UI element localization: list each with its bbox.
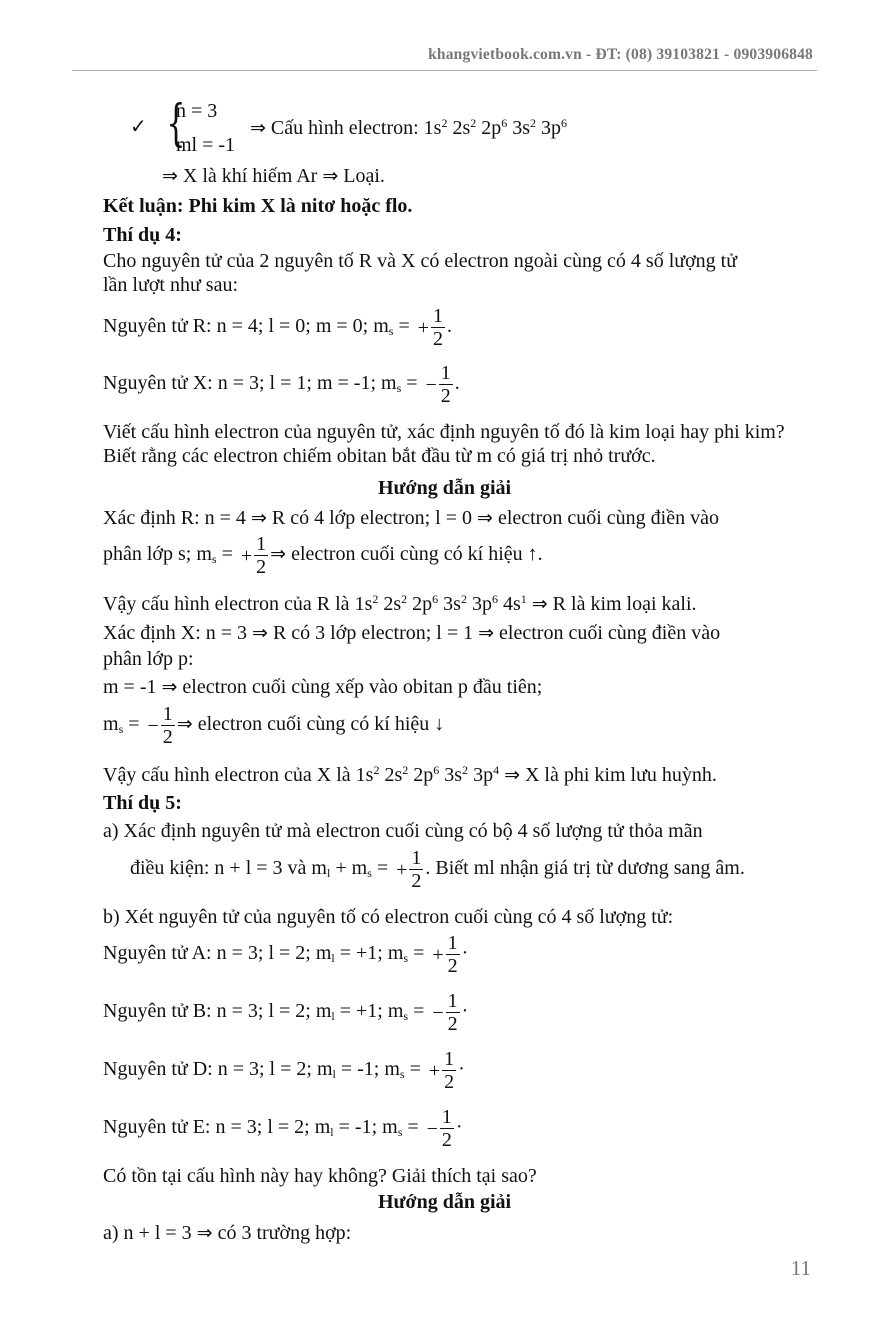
sol4-heading: Hướng dẫn giải bbox=[377, 477, 512, 499]
implies-icon: ⇒ bbox=[477, 507, 493, 529]
sign: − bbox=[425, 373, 437, 396]
implies-icon: ⇒ bbox=[250, 117, 266, 139]
ex4-title: Thí dụ 4: bbox=[103, 224, 182, 246]
atom-a: Nguyên tử A: n = 3; l = 2; $m_l = +1$; $m_s$ = + $\frac{1}{2}$ · bbox=[103, 932, 469, 977]
fraction: $\frac{1}{2}$ bbox=[444, 1048, 455, 1093]
sol4-x-1: Xác định X: n = 3 ⇒ R có 3 lớp electron; l = 1 ⇒ electron cuối cùng điền vào bbox=[103, 622, 721, 644]
sol4-r-3: Vậy cấu hình electron của R là $1s^2$ $2s^2$ $2p^6$ $3s^2$ $3p^6$ $4s^1$ ⇒ R là kim loại kali. bbox=[103, 592, 697, 615]
implies-icon: ⇒ bbox=[176, 713, 193, 736]
ex5-part-a-2: điều kiện: n + l = 3 và $m_l + m_s$ = + $\frac{1}{2}$ . Biết ml nhận giá trị từ dương sang âm. bbox=[130, 847, 745, 892]
sol5-heading: Hướng dẫn giải bbox=[377, 1191, 512, 1213]
brace-symbol: { bbox=[166, 94, 186, 152]
implies-icon: ⇒ bbox=[196, 1222, 213, 1244]
sol4-x-5: Vậy cấu hình electron của X là $1s^2$ $2s^2$ $2p^6$ $3s^2$ $3p^4$ ⇒ X là phi kim lưu huỳnh. bbox=[103, 763, 717, 786]
sign: − bbox=[426, 1117, 438, 1140]
fraction: $\frac{1}{2}$ bbox=[411, 847, 422, 892]
ex4-intro-1: Cho nguyên tử của 2 nguyên tố R và X có electron ngoài cùng có 4 số lượng tử bbox=[103, 250, 738, 272]
ex5-part-b: b) Xét nguyên tử của nguyên tố có electron cuối cùng có 4 số lượng tử: bbox=[103, 906, 674, 928]
sol5-a: a) n + l = 3 ⇒ có 3 trường hợp: bbox=[103, 1222, 352, 1244]
sign: + bbox=[417, 316, 430, 339]
conclusion: Kết luận: Phi kim X là nitơ hoặc flo. bbox=[103, 195, 413, 217]
sign: + bbox=[432, 943, 444, 966]
implies-icon: ⇒ bbox=[478, 622, 495, 644]
ex4-question-1: Viết cấu hình electron của nguyên tử, xác định nguyên tố đó là kim loại hay phi kim? bbox=[103, 421, 785, 443]
implies-icon: ⇒ bbox=[250, 507, 267, 529]
sol4-r-1: Xác định R: n = 4 ⇒ R có 4 lớp electron; l = 0 ⇒ electron cuối cùng điền vào bbox=[103, 507, 719, 529]
header-site: khangvietbook.com.vn - ĐT: (08) 39103821 - 0903906848 bbox=[428, 46, 813, 63]
implies-icon: ⇒ bbox=[322, 165, 339, 187]
ex5-title: Thí dụ 5: bbox=[103, 792, 182, 814]
implies-icon: ⇒ bbox=[252, 622, 268, 644]
sign: + bbox=[240, 544, 253, 567]
implies-icon: ⇒ bbox=[531, 593, 548, 615]
sol4-x-3: m = -1 ⇒ electron cuối cùng xếp vào obitan p đầu tiên; bbox=[103, 676, 543, 698]
implies-icon: ⇒ bbox=[270, 543, 287, 566]
atom-b: Nguyên tử B: n = 3; l = 2; $m_l = +1$; $m_s$ = − $\frac{1}{2}$ · bbox=[103, 990, 469, 1035]
fraction: $\frac{1}{2}$ bbox=[447, 932, 458, 977]
sol4-x-4: $m_s$ = − $\frac{1}{2}$ ⇒ electron cuối cùng có kí hiệu ↓ bbox=[103, 703, 445, 748]
config-line: ⇒ Cấu hình electron: $1s^2$ $2s^2$ $2p^6$ $3s^2$ $3p^6$ bbox=[250, 116, 568, 139]
argon-line: ⇒ X là khí hiếm Ar ⇒ Loại. bbox=[162, 165, 385, 187]
sign: − bbox=[147, 714, 159, 737]
implies-icon: ⇒ bbox=[504, 764, 520, 786]
header-rule bbox=[72, 70, 817, 71]
ex4-question-2: Biết rằng các electron chiếm obitan bắt đầu từ m có giá trị nhỏ trước. bbox=[103, 445, 656, 467]
ex4-atom-r: Nguyên tử R: n = 4; l = 0; m = 0; $m_s$ = + $\frac{1}{2}$ . bbox=[103, 305, 453, 350]
sol4-x-2: phân lớp p: bbox=[103, 648, 194, 670]
cond-n: n = 3 bbox=[176, 100, 218, 122]
fraction: $\frac{1}{2}$ bbox=[447, 990, 458, 1035]
atom-e: Nguyên tử E: n = 3; l = 2; $m_l = -1$; $m_s$ = − $\frac{1}{2}$ · bbox=[103, 1106, 463, 1151]
cond-ml: ml = -1 bbox=[176, 134, 236, 156]
fraction: $\frac{1}{2}$ bbox=[256, 533, 267, 578]
ex4-intro-2: lần lượt như sau: bbox=[103, 274, 239, 296]
ex5-question: Có tồn tại cấu hình này hay không? Giải thích tại sao? bbox=[103, 1165, 537, 1187]
fraction: $\frac{1}{2}$ bbox=[440, 362, 451, 407]
sign: + bbox=[428, 1059, 441, 1082]
implies-icon: ⇒ bbox=[162, 165, 178, 187]
fraction: $\frac{1}{2}$ bbox=[433, 305, 444, 350]
ex4-atom-x: Nguyên tử X: n = 3; l = 1; m = -1; $m_s$ = − $\frac{1}{2}$ . bbox=[103, 362, 460, 407]
sol4-r-2: phân lớp s; $m_s$ = + $\frac{1}{2}$ ⇒ electron cuối cùng có kí hiệu ↑. bbox=[103, 533, 543, 578]
sign: − bbox=[432, 1001, 444, 1024]
atom-d: Nguyên tử D: n = 3; l = 2; $m_l = -1$; $m_s$ = + $\frac{1}{2}$ · bbox=[103, 1048, 465, 1093]
implies-icon: ⇒ bbox=[161, 676, 178, 698]
check-mark: ✓ bbox=[130, 114, 147, 138]
ex5-part-a-1: a) Xác định nguyên tử mà electron cuối cùng có bộ 4 số lượng tử thỏa mãn bbox=[103, 820, 703, 842]
fraction: $\frac{1}{2}$ bbox=[162, 703, 173, 748]
page-number: 11 bbox=[790, 1256, 811, 1280]
fraction: $\frac{1}{2}$ bbox=[441, 1106, 452, 1151]
config-label: Cấu hình electron: bbox=[270, 117, 424, 139]
sign: + bbox=[396, 858, 408, 881]
